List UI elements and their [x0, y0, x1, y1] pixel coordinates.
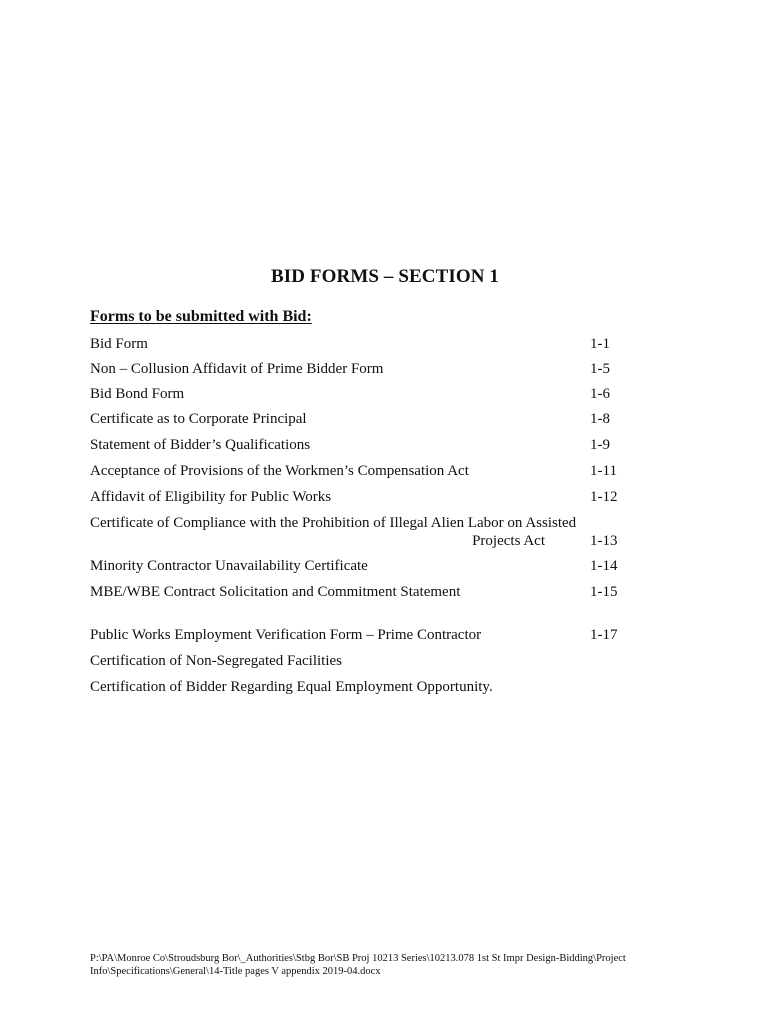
toc-item-label: Bid Form — [90, 336, 148, 352]
footer-line: Info\Specifications\General\14-Title pages V appendix 2019-04.docx — [90, 966, 381, 977]
toc-item-page: 1-1 — [590, 336, 610, 352]
toc-item-label: Affidavit of Eligibility for Public Works — [90, 489, 332, 505]
toc-item-page: 1-5 — [590, 361, 610, 377]
toc-item — [90, 488, 630, 506]
toc-item — [90, 462, 630, 480]
toc-item-label: Certificate of Compliance with the Prohibition of Illegal Alien Labor on Assisted — [90, 515, 577, 531]
toc-item-label: Certification of Non-Segregated Facilities — [90, 653, 343, 669]
toc-item-label: Public Works Employment Verification Form – Prime Contractor — [90, 627, 482, 643]
toc-item-page: 1-17 — [590, 627, 618, 643]
page-title: BID FORMS – SECTION 1 — [270, 266, 500, 287]
file-path-footer — [90, 952, 630, 978]
toc-item-page: 1-9 — [590, 437, 610, 453]
toc-item-label: Non – Collusion Affidavit of Prime Bidder Form — [90, 361, 384, 377]
toc-item — [90, 385, 630, 403]
toc-item — [90, 678, 630, 696]
toc-item-label-continued: Projects Act — [472, 533, 545, 549]
toc-item-label: Certification of Bidder Regarding Equal Employment Opportunity. — [90, 679, 493, 695]
toc-item — [90, 583, 630, 601]
toc-item — [90, 626, 630, 644]
toc-item-label: Bid Bond Form — [90, 386, 185, 402]
toc-item-page: 1-14 — [590, 558, 618, 574]
toc-item-page: 1-6 — [590, 386, 610, 402]
toc-item-page: 1-11 — [590, 463, 617, 479]
toc-item-label: Certificate as to Corporate Principal — [90, 411, 307, 427]
toc-item-page: 1-8 — [590, 411, 610, 427]
toc-item-label: MBE/WBE Contract Solicitation and Commitment Statement — [90, 584, 461, 600]
toc-item-page: 1-13 — [590, 533, 618, 549]
toc-item-label: Minority Contractor Unavailability Certificate — [90, 558, 368, 574]
toc-item-label: Acceptance of Provisions of the Workmen’s Compensation Act — [90, 463, 469, 479]
section-subheading: Forms to be submitted with Bid: — [90, 308, 312, 325]
toc-item-page: 1-12 — [590, 489, 618, 505]
footer-line: P:\PA\Monroe Co\Stroudsburg Bor\_Authorities\Stbg Bor\SB Proj 10213 Series\10213.078 1st St Impr Design-Bidding\Project — [90, 953, 626, 964]
toc-item — [90, 652, 630, 670]
toc-item-page: 1-15 — [590, 584, 618, 600]
toc-item — [90, 410, 630, 428]
toc-item — [90, 514, 630, 550]
toc-item-label: Statement of Bidder’s Qualifications — [90, 437, 311, 453]
toc-item — [90, 557, 630, 575]
toc-item — [90, 436, 630, 454]
toc-item — [90, 335, 630, 353]
toc-item — [90, 360, 630, 378]
